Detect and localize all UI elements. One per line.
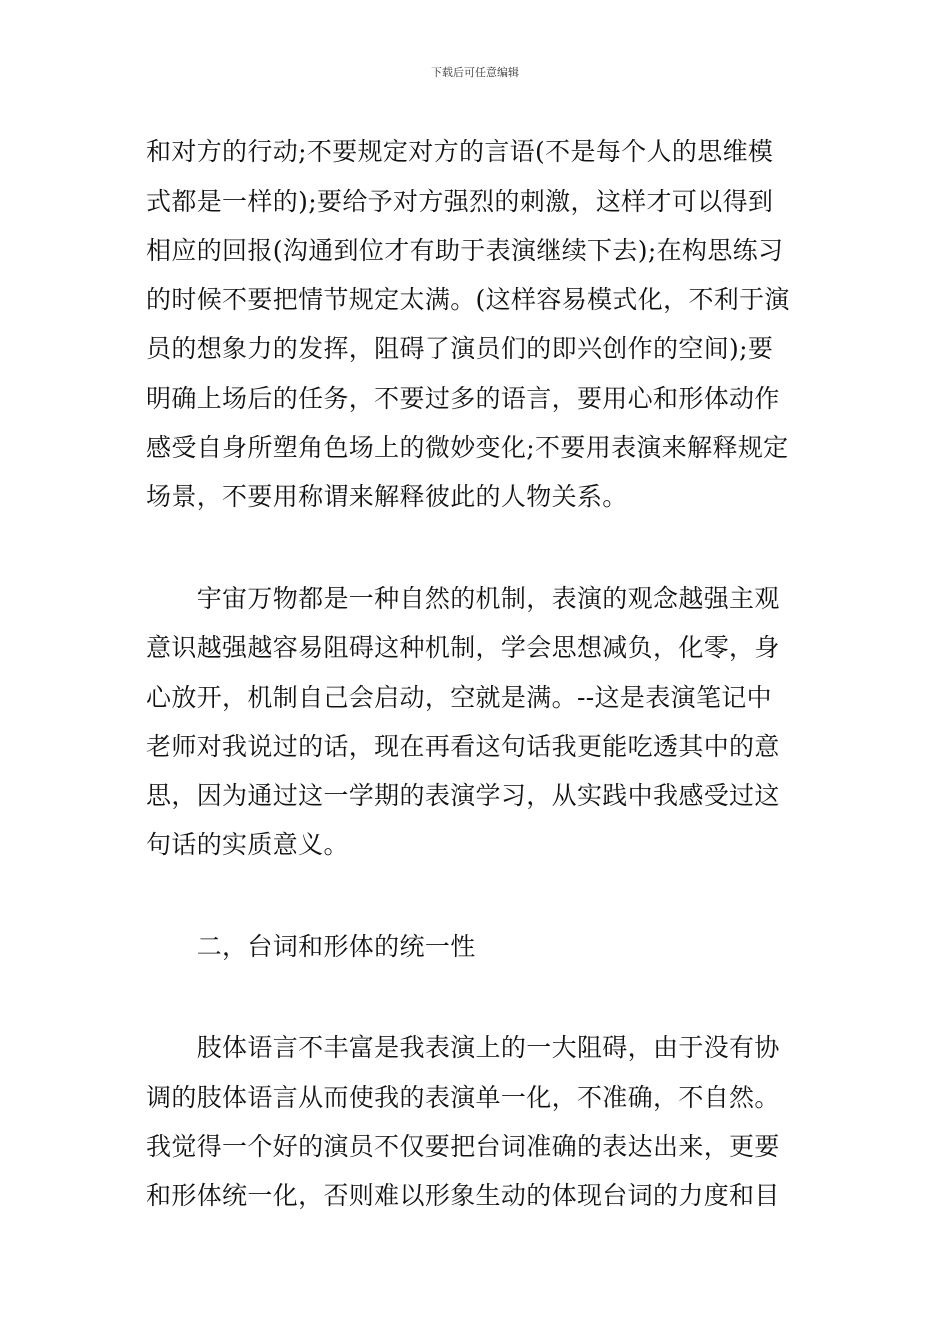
body-text-line: 句话的实质意义。 [146, 830, 349, 859]
body-text-line: 思，因为通过这一学期的表演学习，从实践中我感受过这 [146, 781, 780, 810]
body-text-line: 员的想象力的发挥，阻碍了演员们的即兴创作的空间);要 [146, 334, 774, 363]
body-text-line: 和形体统一化，否则难以形象生动的体现台词的力度和目 [146, 1181, 780, 1210]
page-header: 下载后可任意编辑 [431, 66, 519, 79]
body-text-line: 相应的回报(沟通到位才有助于表演继续下去);在构思练习 [146, 236, 784, 265]
body-text-line: 式都是一样的);要给予对方强烈的刺激，这样才可以得到 [146, 187, 774, 216]
body-text-line: 意识越强越容易阻碍这种机制，学会思想减负，化零，身 [146, 633, 780, 662]
body-text-line: 老师对我说过的话，现在再看这句话我更能吃透其中的意 [146, 732, 780, 761]
body-text-line: 宇宙万物都是一种自然的机制，表演的观念越强主观 [146, 584, 780, 613]
body-text-line: 场景，不要用称谓来解释彼此的人物关系。 [146, 482, 628, 511]
body-text-line: 调的肢体语言从而使我的表演单一化，不准确，不自然。 [146, 1083, 780, 1112]
body-text-line: 的时候不要把情节规定太满。(这样容易模式化，不利于演 [146, 285, 790, 314]
body-text-line: 心放开，机制自己会启动，空就是满。--这是表演笔记中 [146, 683, 772, 712]
body-text-line: 我觉得一个好的演员不仅要把台词准确的表达出来，更要 [146, 1132, 780, 1161]
body-text-line: 和对方的行动;不要规定对方的言语(不是每个人的思维模 [146, 137, 774, 166]
body-text-line: 肢体语言不丰富是我表演上的一大阻碍，由于没有协 [146, 1033, 780, 1062]
body-text-line: 感受自身所塑角色场上的微妙变化;不要用表演来解释规定 [146, 433, 789, 462]
section-heading: 二，台词和形体的统一性 [146, 932, 476, 961]
body-text-line: 明确上场后的任务，不要过多的语言，要用心和形体动作 [146, 384, 780, 413]
